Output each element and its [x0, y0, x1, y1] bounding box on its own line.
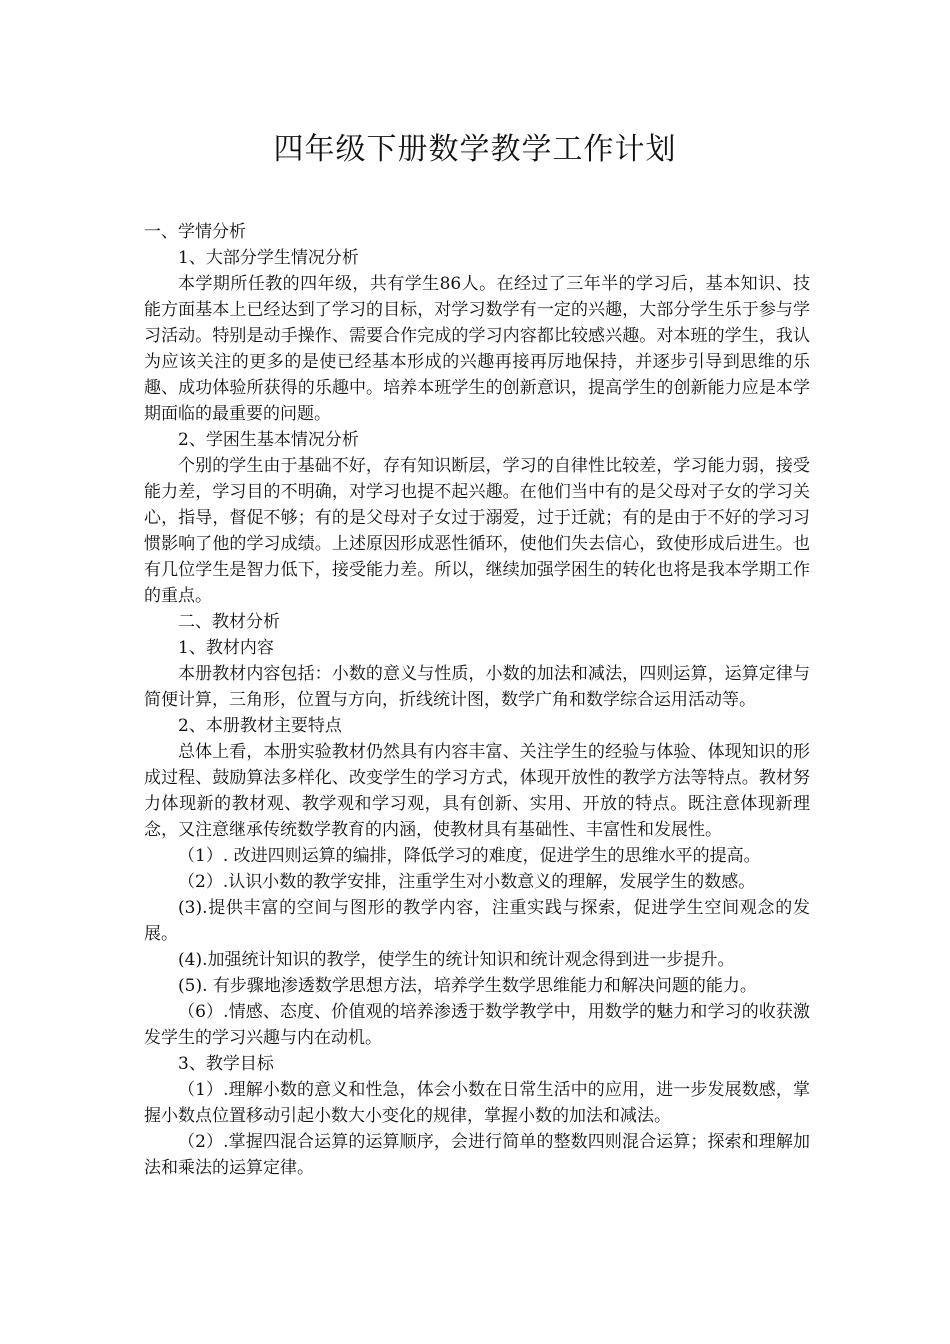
paragraph: 1、大部分学生情况分析: [178, 248, 359, 268]
paragraph: （6）.情感、态度、价值观的培养渗透于数学教学中，用数学的魅力和学习的收获激发学生的学习兴趣与内在动机。: [144, 1002, 810, 1048]
paragraph: 2、学困生基本情况分析: [178, 430, 359, 450]
paragraph: 总体上看，本册实验教材仍然具有内容丰富、关注学生的经验与体验、体现知识的形成过程、鼓励算法多样化、改变学生的学习方式，体现开放性的教学方法等特点。教材努力体现新的教材观、教学观和学习观，具有创新、实用、开放的特点。既注意体现新理念，又注意继承传统数学教育的内涵，使教材具有基础性、丰富性和发展性。: [144, 742, 810, 840]
paragraph: （1）. 改进四则运算的编排，降低学习的难度，促进学生的思维水平的提高。: [178, 846, 761, 866]
paragraph: 3、教学目标: [178, 1054, 274, 1074]
paragraph: （2）.认识小数的教学安排，注重学生对小数意义的理解，发展学生的数感。: [178, 872, 756, 892]
paragraph: (5). 有步骤地渗透数学思想方法，培养学生数学思维能力和解决问题的能力。: [178, 976, 757, 996]
paragraph: 二、教材分析: [178, 612, 280, 632]
paragraph: 1、教材内容: [178, 638, 274, 658]
paragraph: 本学期所任教的四年级，共有学生86人。在经过了三年半的学习后，基本知识、技能方面基本上已经达到了学习的目标，对学习数学有一定的兴趣，大部分学生乐于参与学习活动。特别是动手操作、需要合作完成的学习内容都比较感兴趣。对本班的学生，我认为应该关注的更多的是使已经基本形成的兴趣再接再厉地保持，并逐步引导到思维的乐趣、成功体验所获得的乐趣中。培养本班学生的创新意识，提高学生的创新能力应是本学期面临的最重要的问题。: [144, 274, 810, 424]
paragraph: 个别的学生由于基础不好，存有知识断层，学习的自律性比较差，学习能力弱，接受能力差，学习目的不明确，对学习也提不起兴趣。在他们当中有的是父母对子女的学习关心，指导，督促不够；有的是父母对子女过于溺爱，过于迁就；有的是由于不好的学习习惯影响了他的学习成绩。上述原因形成恶性循环，使他们失去信心，致使形成后进生。也有几位学生是智力低下，接受能力差。所以，继续加强学困生的转化也将是我本学期工作的重点。: [144, 456, 810, 606]
paragraph: (3).提供丰富的空间与图形的教学内容，注重实践与探索，促进学生空间观念的发展。: [144, 898, 810, 944]
paragraph: （2）.掌握四混合运算的运算顺序，会进行简单的整数四则混合运算；探索和理解加法和乘法的运算定律。: [144, 1132, 810, 1178]
paragraph: 2、本册教材主要特点: [178, 716, 342, 736]
paragraph: 一、学情分析: [144, 222, 246, 242]
paragraph: 本册教材内容包括：小数的意义与性质，小数的加法和减法，四则运算，运算定律与简便计算，三角形，位置与方向，折线统计图，数学广角和数学综合运用活动等。: [144, 664, 810, 710]
document-title: 四年级下册数学教学工作计划: [273, 132, 677, 167]
paragraph: (4).加强统计知识的教学，使学生的统计知识和统计观念得到进一步提升。: [178, 950, 735, 970]
document-body: [144, 219, 810, 1181]
paragraph: （1）.理解小数的意义和性急，体会小数在日常生活中的应用，进一步发展数感，掌握小数点位置移动引起小数大小变化的规律，掌握小数的加法和减法。: [144, 1080, 810, 1126]
